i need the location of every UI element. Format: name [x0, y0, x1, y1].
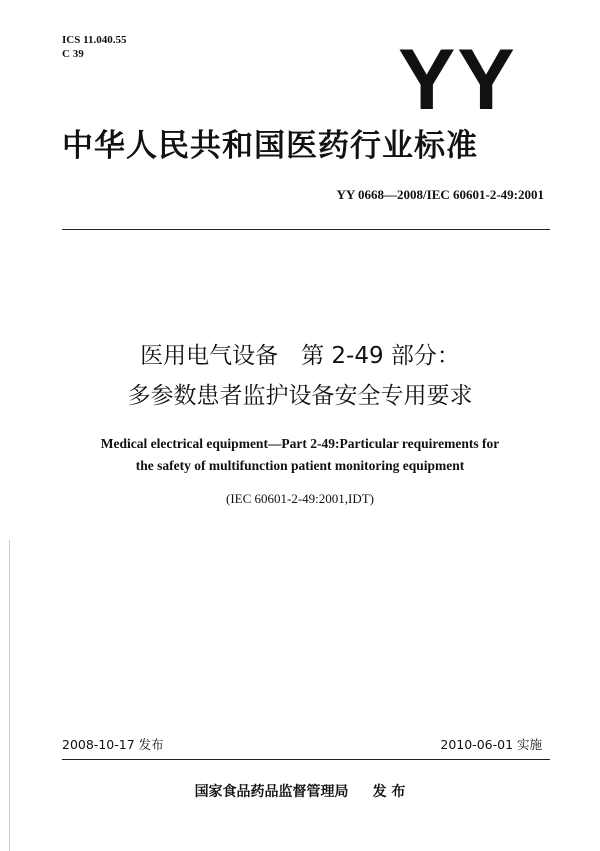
standard-title: 中华人民共和国医药行业标准 — [62, 128, 478, 164]
yy-logo: YY — [398, 32, 517, 128]
publisher-line — [0, 781, 600, 801]
chinese-title-line-2: 多参数患者监护设备安全专用要求 — [127, 383, 473, 409]
classification-codes — [62, 33, 127, 61]
implementation-date: 2010-06-01 实施 — [440, 737, 542, 752]
footer-divider — [62, 759, 550, 760]
english-title — [0, 433, 600, 477]
publish-action: 发 布 — [372, 784, 406, 800]
ccs-code: C 39 — [62, 48, 84, 60]
english-title-line-2: the safety of multifunction patient monitoring equipment — [135, 458, 465, 473]
english-title-line-1: Medical electrical equipment—Part 2-49:Particular requirements for — [100, 436, 500, 451]
standard-number: YY 0668—2008/IEC 60601-2-49:2001 — [336, 187, 544, 202]
header-divider — [62, 229, 550, 230]
publisher-name: 国家食品药品监督管理局 — [194, 784, 349, 800]
issue-date: 2008-10-17 发布 — [62, 737, 164, 752]
scan-edge-line — [9, 540, 10, 851]
chinese-title — [0, 336, 600, 416]
equivalence-note: (IEC 60601-2-49:2001,IDT) — [225, 491, 375, 506]
chinese-title-line-1: 医用电气设备 第 2-49 部分： — [140, 343, 460, 369]
ics-code: ICS 11.040.55 — [62, 34, 127, 46]
